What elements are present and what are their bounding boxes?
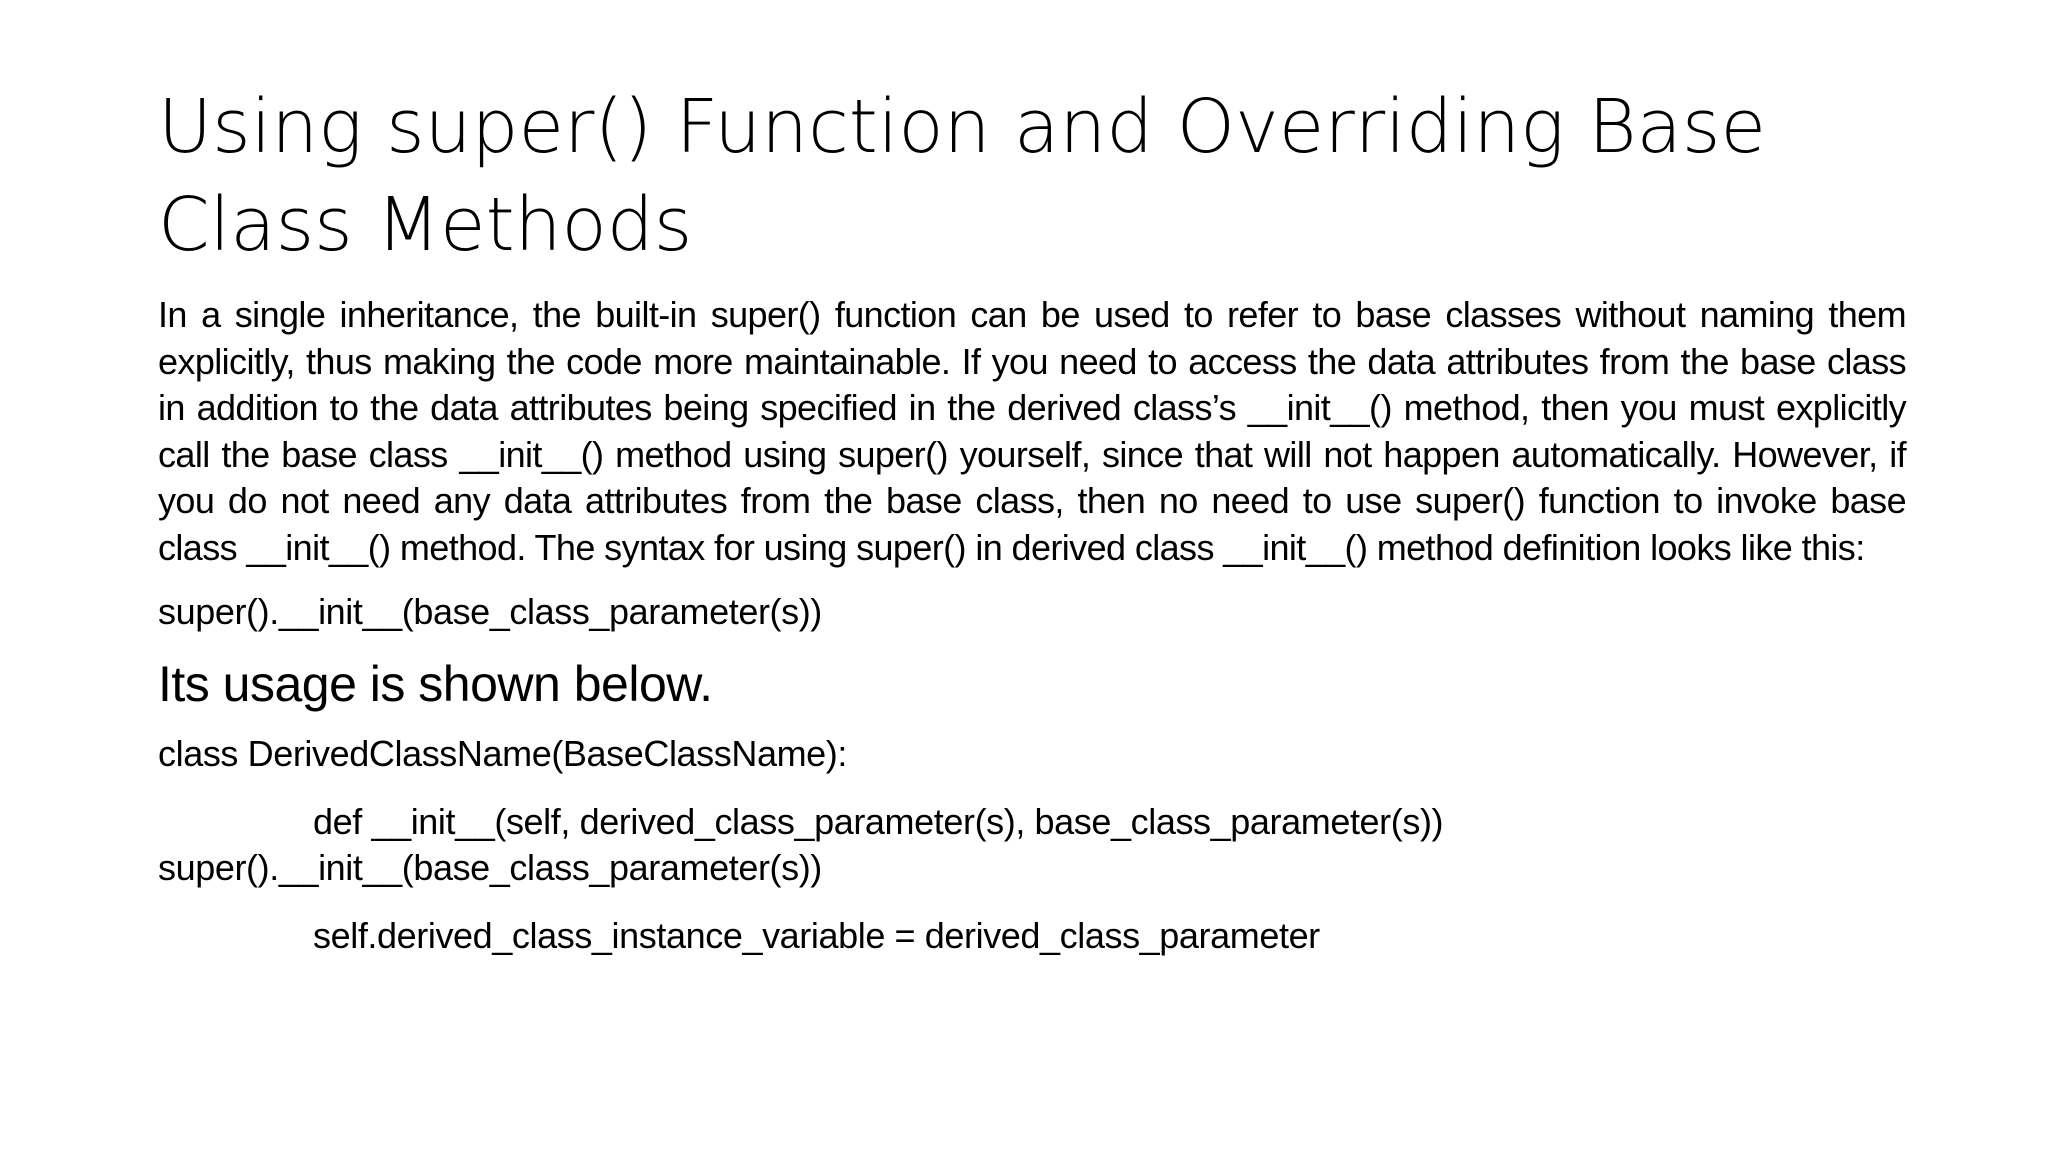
code-super-line: super().__init__(base_class_parameter(s)) — [158, 847, 822, 888]
code-class-line: class DerivedClassName(BaseClassName): — [158, 733, 847, 774]
syntax-line: super().__init__(base_class_parameter(s)) — [158, 591, 822, 632]
code-assign-line: self.derived_class_instance_variable = derived_class_parameter — [313, 915, 1320, 956]
code-def-line: def __init__(self, derived_class_parameter(s), base_class_parameter(s)) — [313, 801, 1444, 842]
slide-title: Using super() Function and Overriding Base Class Methods — [158, 84, 1766, 268]
body-paragraph: In a single inheritance, the built-in super() function can be used to refer to base classes without naming them explicitly, thus making the code more maintainable. If you need to access the data attributes from the base class in addition to the data attributes being specified in the derived class’s __init__() method, then you must explicitly call the base class __init__() method using super() yourself, since that will not happen automatically. However, if you do not need any data attributes from the base class, then no need to use super() function to invoke base class __init__() method. The syntax for using super() in derived class __init__() method definition looks like this: — [158, 294, 1906, 568]
usage-heading: Its usage is shown below. — [158, 656, 713, 712]
slide-body — [158, 292, 1906, 981]
